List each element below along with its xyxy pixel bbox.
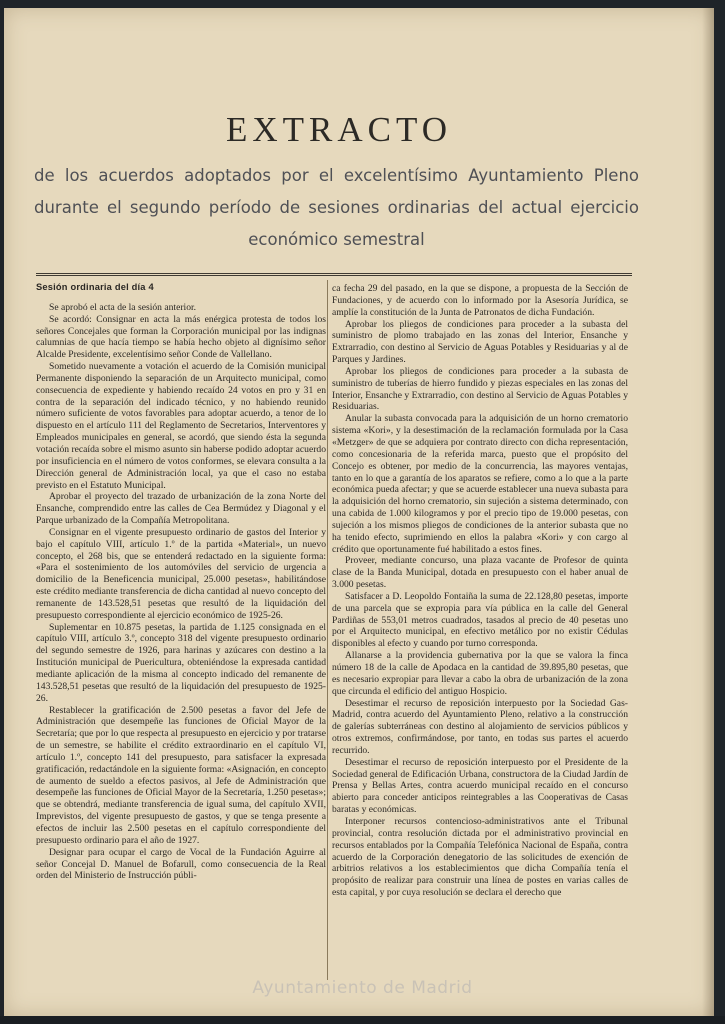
paragraph: Interponer recursos contencioso-administrativos ante el Tribunal provincial, contra resolución dictada por el administrativo provincial en recursos entablados por la Compañía Telefónica Nacional de España, contra acuerdo de la Corporación denegatorio de las solicitudes de exención de arbitrios relativos a los establecimientos que dicha Compañía tenía el propósito de realizar para construir una línea de postes en varias calles de esta capital, y por cuya resolución se declara el derecho que [332, 815, 628, 899]
paragraph: Se aprobó el acta de la sesión anterior. [49, 301, 197, 313]
section-heading: Sesión ordinaria del día 4 [36, 282, 154, 292]
paragraph: Restablecer la gratificación de 2.500 pesetas a favor del Jefe de Administración que desempeñe las funciones de Oficial Mayor de la Secretaría; que por lo que respecta al presupuesto en ejercicio y por tratarse de un semestre, se habilite el crédito extraordinario en el capítulo VI, artículo 1.º, concepto 141 del presupuesto, para satisfacer la expresada gratificación, redactándole en la siguiente forma: «Asignación, en concepto de aumento de sueldo a efectos pasivos, al Jefe de Administración que desempeñe las funciones de Oficial Mayor de la Secretaría, 1.250 pesetas»; que se obtendrá, mediante transferencia de igual suma, del capítulo XVII, Imprevistos, del vigente presupuesto de gastos, y que se tenga presente a efectos de incluir las 2.500 pesetas en el capítulo correspondiente del presupuesto ordinario para el año de 1927. [36, 704, 326, 846]
paragraph-continuation: ca fecha 29 del pasado, en la que se dispone, a propuesta de la Sección de Fundaciones, y de acuerdo con lo informado por la Asesoría Jurídica, se amplíe la constitución de la Junta de Patronatos de dicha Fundación. [332, 283, 628, 318]
right-column [332, 283, 628, 899]
paragraph: Aprobar el proyecto del trazado de urbanización de la zona Norte del Ensanche, comprendido entre las calles de Cea Bermúdez y Diagonal y el Parque urbanizado de la Compañía Metropolitana. [36, 491, 326, 527]
document-page [4, 8, 714, 1016]
paragraph: Designar para ocupar el cargo de Vocal de la Fundación Aguirre al señor Concejal D. Manuel de Bofarull, como consecuencia de la Real orden del Ministerio de Instrucción públi- [36, 846, 326, 882]
title-rule [36, 273, 632, 276]
paragraph: Consignar en el vigente presupuesto ordinario de gastos del Interior y bajo el capítulo VIII, artículo 1.º de la partida «Material», un nuevo concepto, el 268 bis, que se entenderá redactado en la siguiente forma: «Para el sostenimiento de los automóviles del servicio de urgencia a domicilio de la Beneficencia municipal, 25.000 pesetas», habilitándose este crédito mediante transferencia de dicha cantidad al nuevo concepto del remanente de 143.528,51 pesetas que resultó de la liquidación del presupuesto correspondiente al ejercicio económico de 1925-26. [36, 526, 326, 621]
paragraph: Aprobar los pliegos de condiciones para proceder a la subasta del suministro de plomo trabajado en las zonas del Interior, Ensanche y Extrarradio, con destino al Servicio de Aguas Potables y Residuarias y al de Parques y Jardines. [332, 318, 628, 366]
paragraph: Se acordó: Consignar en acta la más enérgica protesta de todos los señores Concejales que forman la Corporación municipal por las indignas calumnias de que hacía tiempo se había hecho objeto al dignísimo señor Alcalde Presidente, excelentísimo señor Conde de Vallellano. [36, 313, 326, 361]
paragraph: Desestimar el recurso de reposición interpuesto por la Sociedad Gas-Madrid, contra acuerdo del Ayuntamiento Pleno, relativo a la construcción de galerías subterráneas con destino al alojamiento de servicios públicos y otros extremos, confirmándose, por tanto, en todas sus partes el acuerdo recurrido. [332, 697, 628, 756]
column-divider [327, 280, 328, 980]
document-title: EXTRACTO [225, 110, 453, 149]
paragraph: Allanarse a la providencia gubernativa por la que se valora la finca número 18 de la calle de Apodaca en la cantidad de 39.895,80 pesetas, que es necesario expropiar para llevar a cabo la obra de urbanización de la zona que circunda el edificio del antiguo Hospicio. [332, 650, 628, 697]
paragraph: Anular la subasta convocada para la adquisición de un horno crematorio sistema «Kori», y la desestimación de la reclamación formulada por la Casa «Metzger» de que se adquiera por contrato directo con dicha representación, como concesionaria de la referida marca, puesto que el propósito del Concejo es obtener, por medio de la concurrencia, las mayores ventajas, tanto en lo que a garantía de los aparatos se refiere, como a lo que a la parte económica pueda afectar; y que se acuerde establecer una nueva subasta para la adquisición del horno crematorio, sin sujeción a sistema determinado, con una cabida de 1.000 kilogramos y por el precio tipo de 19.000 pesetas, con sujeción a los mismos pliegos de condiciones de la anterior subasta que no ha tenido efecto, suprimiendo en ellos la palabra «Kori» y con cargo al crédito que oportunamente fué habilitado a estos fines. [332, 413, 628, 555]
paragraph: Suplementar en 10.875 pesetas, la partida de 1.125 consignada en el capítulo VIII, artículo 3.º, concepto 318 del vigente presupuesto ordinario del segundo semestre de 1926, para harinas y azúcares con destino a la Institución municipal de Puericultura, obteniéndose la expresada cantidad mediante aplicación de la misma al concepto indicado del remanente de 143.528,51 pesetas que resultó de la liquidación del presupuesto de 1925-26. [36, 621, 326, 704]
scan-border [0, 1016, 725, 1024]
paragraph: Desestimar el recurso de reposición interpuesto por el Presidente de la Sociedad general de Edificación Urbana, constructora de la Ciudad Jardín de Prensa y Bellas Artes, contra acuerdo municipal recaído en el concurso abierto para conceder anticipos reintegrables a las Cooperativas de Casas baratas y económicas. [332, 756, 628, 816]
paragraph: Aprobar los pliegos de condiciones para proceder a la subasta de suministro de tuberías de hierro fundido y piezas especiales en las zonas del Interior, Ensanche y Extrarradio, con destino al Servicio de Aguas Potables y Residuarias. [332, 365, 628, 413]
document-subtitle: de los acuerdos adoptados por el excelentísimo Ayuntamiento Pleno durante el segundo período de sesiones ordinarias del actual ejercicio económico semestral [34, 166, 639, 249]
paragraph: Satisfacer a D. Leopoldo Fontaiña la suma de 22.128,80 pesetas, importe de una parcela que se expropia para vía pública en la calle del General Pardiñas de 553,01 metros cuadrados, tasados al precio de 40 pesetas uno por el Arquitecto municipal, en efectivo metálico por no existir Cédulas disponibles al efecto y cuando por turno corresponda. [332, 590, 628, 650]
watermark: Ayuntamiento de Madrid [252, 978, 473, 998]
left-column [36, 282, 326, 882]
paragraph: Sometido nuevamente a votación el acuerdo de la Comisión municipal Permanente disponiendo la separación de un Arquitecto municipal, como consecuencia de expediente y habiendo recaído 24 votos en pro y 31 en contra de la separación del indicado técnico, y no habiendo reunido número suficiente de votos favorables para adoptar acuerdo, a tenor de lo dispuesto en el artículo 111 del Reglamento de Secretarios, Interventores y Empleados municipales en general, se acordó, que siendo ésta la segunda votación recaída sobre el mismo asunto sin haberse podido adoptar acuerdo por insuficiencia en el número de votos conformes, se elevara consulta a la Dirección general de Administración local, ya que el caso no estaba previsto en el Estatuto Municipal. [36, 361, 326, 491]
paragraph: Proveer, mediante concurso, una plaza vacante de Profesor de quinta clase de la Banda Municipal, dotada en presupuesto con el haber anual de 3.000 pesetas. [332, 555, 628, 591]
